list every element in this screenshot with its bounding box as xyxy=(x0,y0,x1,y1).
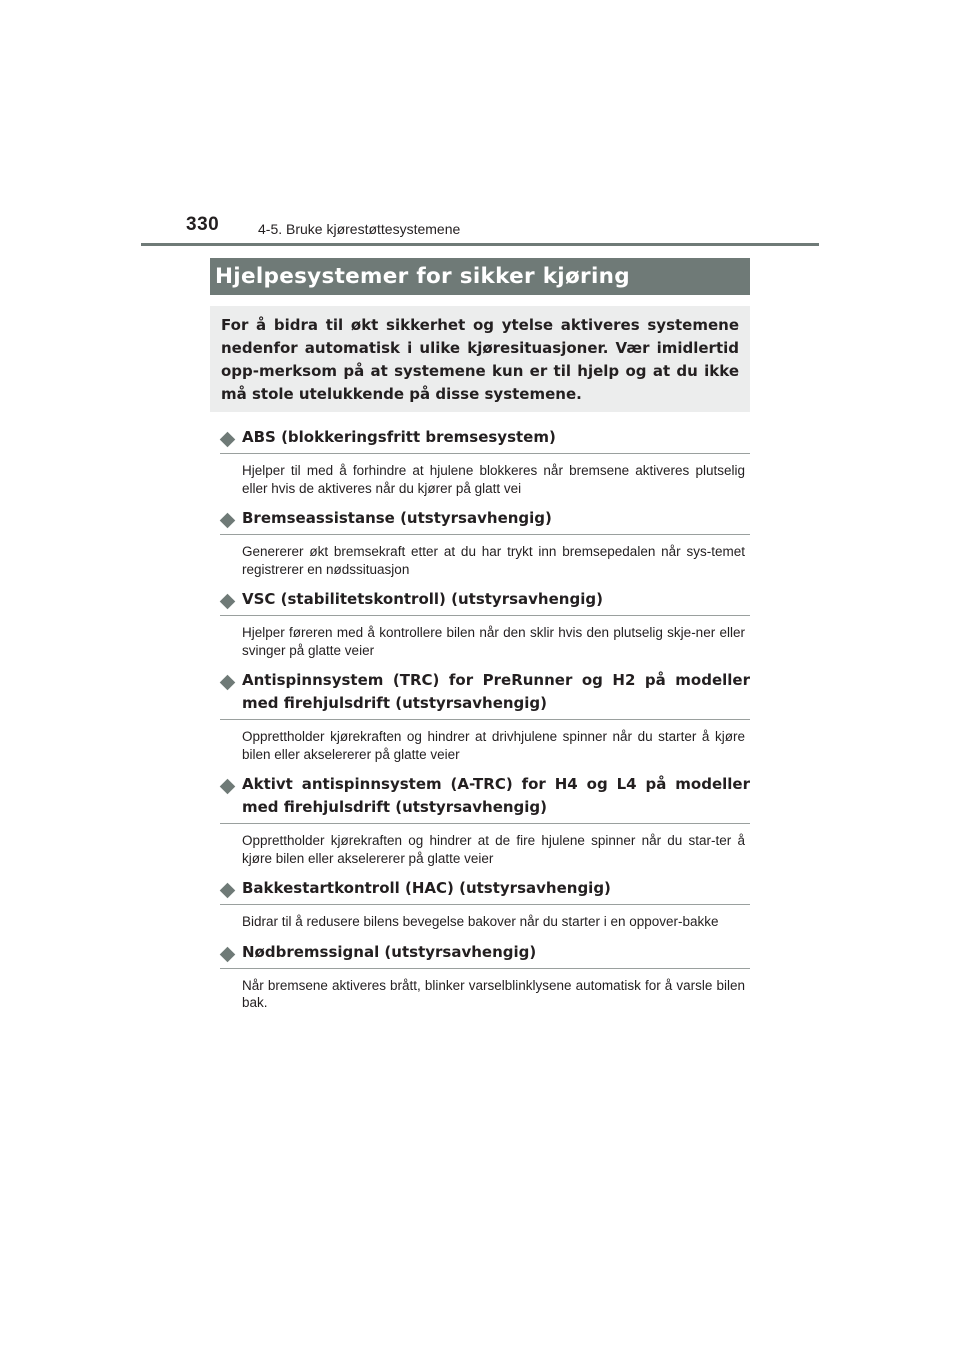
chapter-title: 4-5. Bruke kjørestøttesystemene xyxy=(258,221,461,237)
system-heading-text: Bakkestartkontroll (HAC) (utstyrsavhengig) xyxy=(242,879,611,897)
system-description: Genererer økt bremsekraft etter at du har trykt inn bremsepedalen når sys-temet registrerer en nødssituasjon xyxy=(242,544,745,577)
intro-text: For å bidra til økt sikkerhet og ytelse aktiveres systemene nedenfor automatisk i ulike kjøresituasjoner. Vær imidlertid opp-merksom på at systemene kun er til hjelp og at du ikke må stole utelukkende på disse systemene. xyxy=(221,316,739,403)
system-heading xyxy=(220,588,750,616)
intro-box xyxy=(210,306,750,412)
system-list xyxy=(220,426,750,1022)
system-item-brake-assist xyxy=(220,507,750,578)
diamond-bullet-icon xyxy=(220,432,236,448)
section-title: Hjelpesystemer for sikker kjøring xyxy=(215,264,630,289)
section-title-bar xyxy=(210,258,750,295)
system-description: Hjelper til med å forhindre at hjulene blokkeres når bremsene aktiveres plutselig eller hvis de aktiveres når du kjører på glatt vei xyxy=(242,463,745,496)
diamond-bullet-icon xyxy=(220,594,236,610)
system-description: Hjelper føreren med å kontrollere bilen når den sklir hvis den plutselig skje-ner eller svinger på glatte veier xyxy=(242,625,745,658)
diamond-bullet-icon xyxy=(220,779,236,795)
system-description: Opprettholder kjørekraften og hindrer at drivhjulene spinner når du starter å kjøre bilen eller akselererer på glatte veier xyxy=(242,729,745,762)
system-item-hac xyxy=(220,877,750,931)
system-description: Opprettholder kjørekraften og hindrer at de fire hjulene spinner når du star-ter å kjøre bilen eller akselererer på glatte veier xyxy=(242,833,745,866)
diamond-bullet-icon xyxy=(220,946,236,962)
system-heading xyxy=(220,507,750,535)
system-heading xyxy=(220,426,750,454)
diamond-bullet-icon xyxy=(220,883,236,899)
system-heading xyxy=(220,773,750,824)
system-item-a-trc xyxy=(220,773,750,867)
system-item-trc xyxy=(220,669,750,763)
system-item-abs xyxy=(220,426,750,497)
system-heading-text: ABS (blokkeringsfritt bremsesystem) xyxy=(242,428,556,446)
system-heading-text: Aktivt antispinnsystem (A-TRC) for H4 og L4 på modeller med firehjulsdrift (utstyrsavhengig) xyxy=(242,775,750,816)
system-item-vsc xyxy=(220,588,750,659)
header-rule xyxy=(141,243,819,246)
system-heading xyxy=(220,941,750,969)
system-heading xyxy=(220,877,750,905)
system-heading-text: VSC (stabilitetskontroll) (utstyrsavhengig) xyxy=(242,590,603,608)
diamond-bullet-icon xyxy=(220,675,236,691)
system-heading-text: Antispinnsystem (TRC) for PreRunner og H2 på modeller med firehjulsdrift (utstyrsavhengig) xyxy=(242,671,750,712)
system-item-emergency-brake-signal xyxy=(220,941,750,1012)
system-description: Bidrar til å redusere bilens bevegelse bakover når du starter i en oppover-bakke xyxy=(242,914,719,929)
system-description: Når bremsene aktiveres brått, blinker varselblinklysene automatisk for å varsle bilen bak. xyxy=(242,977,745,1010)
diamond-bullet-icon xyxy=(220,513,236,529)
page-number: 330 xyxy=(186,214,220,235)
system-heading-text: Nødbremssignal (utstyrsavhengig) xyxy=(242,942,537,961)
system-heading xyxy=(220,669,750,720)
system-heading-text: Bremseassistanse (utstyrsavhengig) xyxy=(242,509,552,527)
